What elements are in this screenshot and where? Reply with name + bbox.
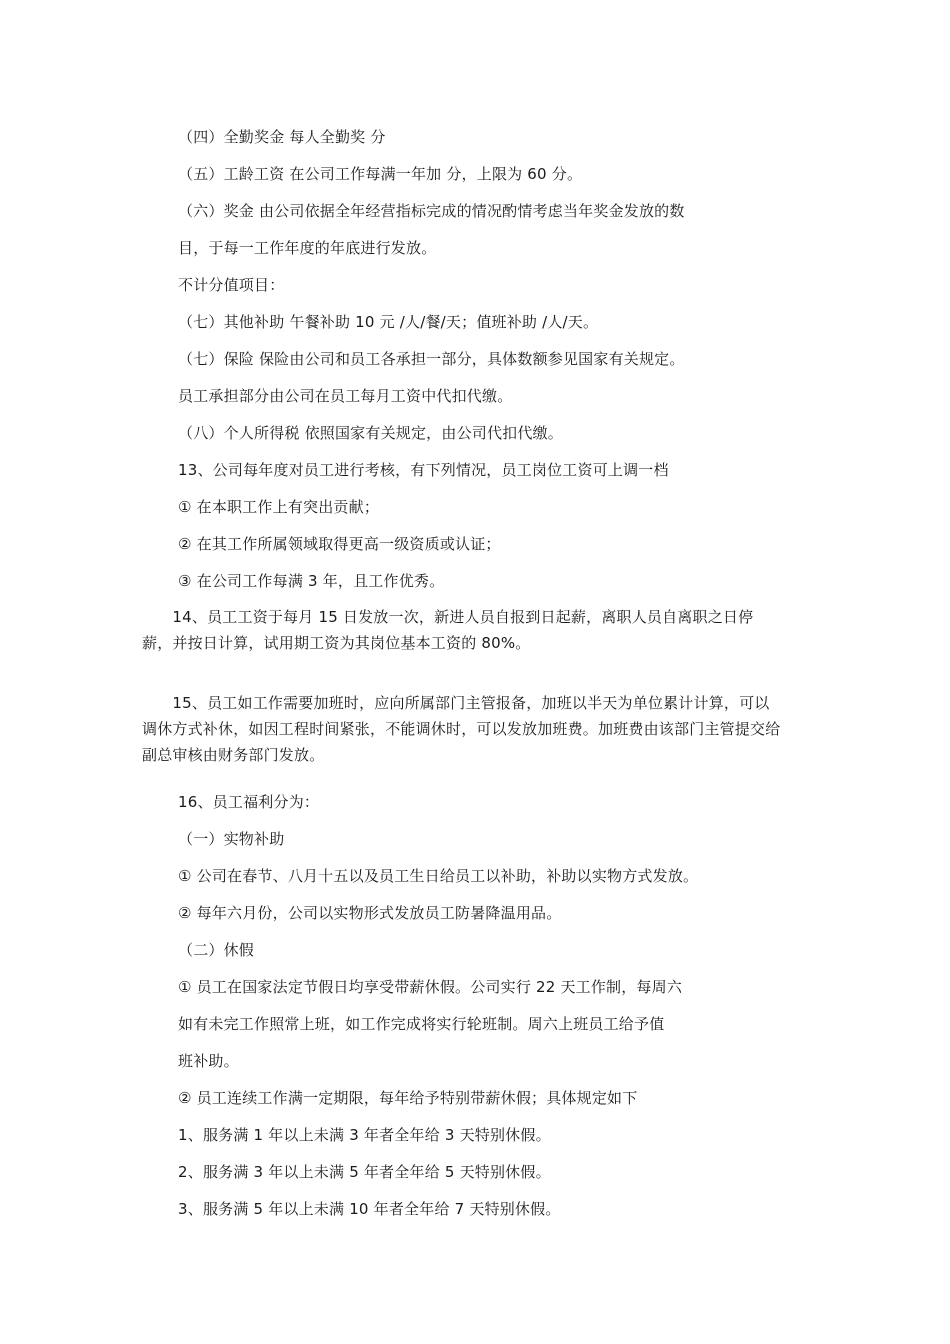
text-line: （二）休假	[178, 941, 255, 959]
text-line: 目，于每一工作年度的年底进行发放。	[178, 239, 437, 257]
text-line: 2、服务满 3 年以上未满 5 年者全年给 5 天特别休假。	[178, 1163, 551, 1181]
text-line: 班补助。	[178, 1052, 239, 1070]
text-line: 员工承担部分由公司在员工每月工资中代扣代缴。	[178, 387, 513, 405]
text-line: ② 在其工作所属领域取得更高一级资质或认证；	[178, 535, 501, 553]
text-line: （四）全勤奖金 每人全勤奖 分	[178, 128, 386, 146]
text-line: 不计分值项目：	[178, 276, 285, 294]
text-line: （七）保险 保险由公司和员工各承担一部分，具体数额参见国家有关规定。	[178, 350, 685, 368]
text-line: （六）奖金 由公司依据全年经营指标完成的情况酌情考虑当年奖金发放的数	[178, 202, 685, 220]
text-line: ① 公司在春节、八月十五以及员工生日给员工以补助，补助以实物方式发放。	[178, 867, 699, 885]
text-line: （七）其他补助 午餐补助 10 元 /人/餐/天；值班补助 /人/天。	[178, 313, 599, 331]
text-line: （一）实物补助	[178, 830, 285, 848]
text-line: 16、员工福利分为：	[178, 793, 320, 811]
paragraph-15: 15、员工如工作需要加班时，应向所属部门主管报备，加班以半天为单位累计计算，可以调休方式补休，如因工程时间紧张，不能调休时，可以发放加班费。加班费由该部门主管提交给副总审核由财务部门发放。	[142, 694, 781, 764]
text-line: （五）工龄工资 在公司工作每满一年加 分，上限为 60 分。	[178, 165, 583, 183]
text-line: （八）个人所得税 依照国家有关规定，由公司代扣代缴。	[178, 424, 563, 442]
text-line: ③ 在公司工作每满 3 年，且工作优秀。	[178, 572, 445, 590]
text-line: 如有未完工作照常上班，如工作完成将实行轮班制。周六上班员工给予值	[178, 1015, 665, 1033]
text-line: 13、公司每年度对员工进行考核，有下列情况，员工岗位工资可上调一档	[178, 461, 669, 479]
text-line: ② 每年六月份，公司以实物形式发放员工防暑降温用品。	[178, 904, 562, 922]
text-line: 1、服务满 1 年以上未满 3 年者全年给 3 天特别休假。	[178, 1126, 551, 1144]
text-line: ② 员工连续工作满一定期限，每年给予特别带薪休假；具体规定如下	[178, 1089, 638, 1107]
paragraph-14: 14、员工工资于每月 15 日发放一次，新进人员自报到日起薪，离职人员自离职之日停薪，并按日计算，试用期工资为其岗位基本工资的 80%。	[142, 608, 754, 652]
text-line: 3、服务满 5 年以上未满 10 年者全年给 7 天特别休假。	[178, 1200, 561, 1218]
text-line: ① 员工在国家法定节假日均享受带薪休假。公司实行 22 天工作制，每周六	[178, 978, 683, 996]
text-line: ① 在本职工作上有突出贡献；	[178, 498, 380, 516]
